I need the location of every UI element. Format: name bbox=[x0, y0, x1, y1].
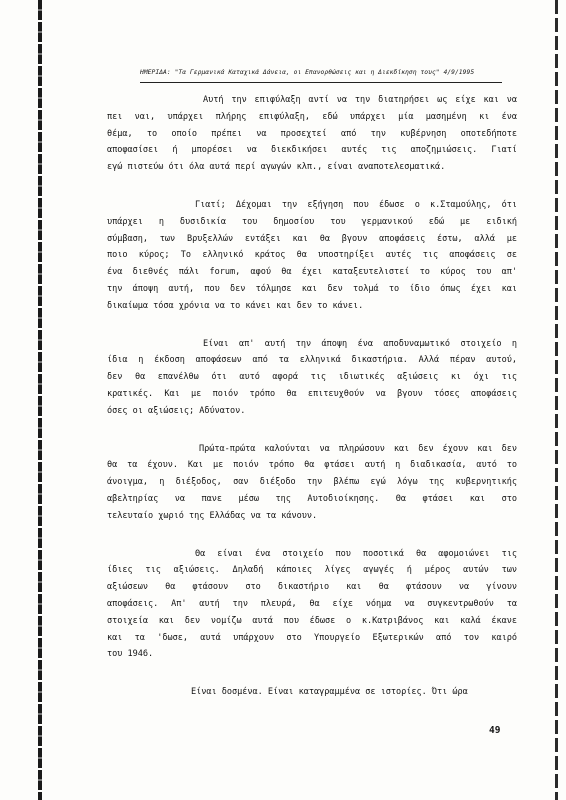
paragraph bbox=[107, 546, 517, 664]
paragraph bbox=[107, 92, 517, 176]
text-line: δεν θα επανέλθω ότι αυτό αφορά τις ιδιωτικές αξιώσεις κι όχι τις bbox=[107, 372, 517, 383]
text-line: την άποψη αυτή, που δεν τόλμησε και δεν τολμά το ίδιο όπως έχει και bbox=[107, 283, 517, 294]
text-line: υπάρχει η δυσιδικία του δημοσίου του γερμανικού εδώ με ειδική bbox=[107, 216, 517, 227]
text-line: Είναι απ' αυτή την άποψη ένα αποδυναμωτικό στοιχείο η bbox=[203, 338, 517, 349]
text-line: ένα διεθνές πάλι forum, αφού θα έχει καταξευτελιστεί το κύρος του απ' bbox=[107, 267, 517, 278]
binder-edge-left bbox=[38, 0, 42, 800]
text-line: Είναι δοσμένα. Είναι καταγραμμένα σε ιστορίες. Ότι ώρα bbox=[191, 687, 468, 698]
paragraph bbox=[107, 684, 517, 701]
text-line: αποφασίσει ή μπορέσει να διεκδικήσει αυτές τις αποζημιώσεις. Γιατί bbox=[107, 145, 517, 156]
text-line: αποφάσεις. Απ' αυτή την πλευρά, θα είχε νόημα να συγκεντρωθούν τα bbox=[107, 598, 517, 609]
text-line: θα τα έχουν. Και με ποιόν τρόπο θα φτάσει αυτή η διαδικασία, αυτό το bbox=[107, 460, 517, 471]
text-line: αβελτηρίας να πανε μέσω της Αυτοδιοίκησης. Θα φτάσει και στο bbox=[107, 493, 517, 504]
text-line: δικαίωμα τόσα χρόνια να το κάνει και δεν το κάνει. bbox=[107, 300, 364, 311]
text-line: αξιώσεων θα φτάσουν στο δικαστήριο και θα φτάσουν να γίνουν bbox=[107, 582, 517, 593]
binder-edge-right bbox=[555, 0, 558, 800]
text-line: και τα 'δωσε, αυτά υπάρχουν στο Υπουργείο Εξωτερικών από τον καιρό bbox=[107, 632, 517, 643]
header-rule bbox=[140, 82, 502, 83]
text-line: όσες οι αξιώσεις; Αδύνατον. bbox=[107, 405, 246, 416]
running-header: ΗΜΕΡΙΔΑ: "Τα Γερμανικά Καταχικά Δάνεια, οι Επανορθώσεις και η Διεκδίκηση τους" 4/9/1995 bbox=[140, 69, 475, 76]
text-line: στοιχεία και δεν νομίζω αυτά που έδωσε ο κ.Κατριβάνος και καλά έκανε bbox=[107, 615, 517, 626]
text-line: τελευταίο χωριό της Ελλάδας να τα κάνουν. bbox=[107, 510, 318, 521]
text-line: σύμβαση, των Βρυξελλών εντάξει και θα βγουν αποφάσεις έστω, αλλά με bbox=[107, 233, 517, 244]
text-line: Θα είναι ένα στοιχείο που ποσοτικά θα αφομοιώνει τις bbox=[195, 548, 517, 559]
text-line: ποιο κύρος; Το ελληνικό κράτος θα υποστηρίξει αυτές τις αποφάσεις σε bbox=[107, 250, 517, 261]
text-line: του 1946. bbox=[107, 649, 154, 660]
text-line: ίδια η έκδοση αποφάσεων από τα ελληνικά δικαστήρια. Αλλά πέραν αυτού, bbox=[107, 355, 517, 366]
text-line: πει ναι, υπάρχει πλήρης επιφύλαξη, εδώ υπάρχει μία μασημένη κι ένα bbox=[107, 111, 517, 122]
text-line: ίδιες τις αξιώσεις. Δηλαδή κάποιες λίγες αγωγές ή μέρος αυτών των bbox=[107, 565, 517, 576]
text-line: κρατικές. Και με ποιόν τρόπο θα επιτευχθούν να βγουν τόσες αποφάσεις bbox=[107, 388, 517, 399]
page-number: 49 bbox=[489, 725, 501, 736]
paragraph bbox=[107, 197, 517, 315]
document-body bbox=[107, 92, 517, 722]
paragraph bbox=[107, 336, 517, 420]
text-line: Πρώτα-πρώτα καλούνται να πληρώσουν και δεν έχουν και δεν bbox=[199, 443, 517, 454]
paragraph bbox=[107, 441, 517, 525]
text-line: θέμα, το οποίο πρέπει να προσεχτεί από την κυβέρνηση οποτεδήποτε bbox=[107, 128, 517, 139]
text-line: Γιατί; Δέχομαι την εξήγηση που έδωσε ο κ.Σταμούλης, ότι bbox=[195, 199, 517, 210]
text-line: άνοιγμα, η διέξοδος, σαν διέξοδο την βλέπω εγώ λόγω της κυβερνητικής bbox=[107, 477, 517, 488]
text-line: Αυτή την επιφύλαξη αντί να την διατηρήσει ως είχε και να bbox=[203, 95, 517, 105]
text-line: εγώ πιστεύω ότι όλα αυτά περί αγωγών κλπ., είναι αναποτελεσματικά. bbox=[107, 162, 446, 173]
